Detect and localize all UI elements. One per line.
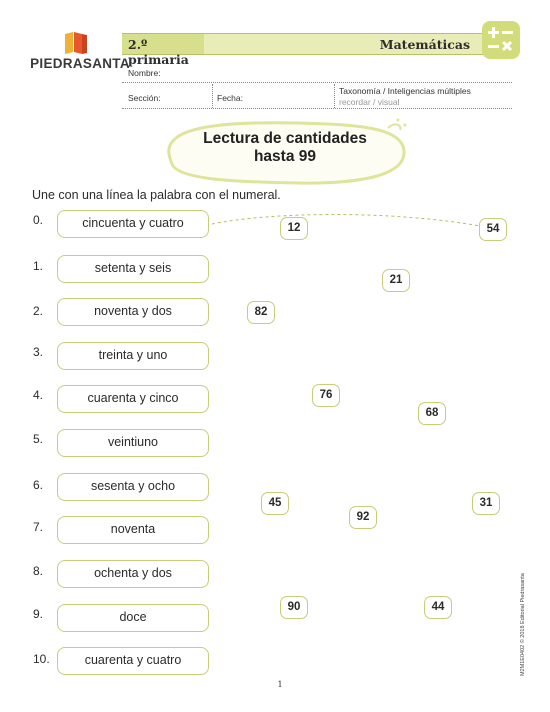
field-divider: [334, 84, 335, 108]
numeral-box[interactable]: 12: [280, 217, 308, 240]
name-field[interactable]: [122, 82, 512, 83]
name-label: Nombre:: [128, 68, 161, 78]
word-box[interactable]: ochenta y dos: [57, 560, 209, 588]
math-operations-icon: [482, 21, 520, 59]
taxonomy-values: recordar / visual: [339, 97, 400, 107]
numeral-box[interactable]: 21: [382, 269, 410, 292]
date-label: Fecha:: [217, 93, 243, 103]
document-code: M2M1E0402 © 2018 Editorial Piedrasanta: [520, 573, 526, 676]
numeral-box[interactable]: 68: [418, 402, 446, 425]
subject-bar: [204, 33, 510, 55]
numeral-box[interactable]: 44: [424, 596, 452, 619]
item-number: 9.: [33, 607, 44, 621]
subject-label: Matemáticas: [379, 37, 470, 52]
section-label: Sección:: [128, 93, 161, 103]
grade-bar: [122, 33, 204, 67]
item-number: 1.: [33, 259, 44, 273]
item-number: 8.: [33, 564, 44, 578]
word-box[interactable]: doce: [57, 604, 209, 632]
example-connection-line: [210, 208, 490, 238]
item-number: 7.: [33, 520, 44, 534]
field-divider: [212, 84, 213, 108]
instruction-text: Une con una línea la palabra con el numeral.: [32, 188, 281, 202]
item-number: 6.: [33, 478, 44, 492]
publisher-logo-icon: [63, 32, 89, 56]
item-number: 2.: [33, 304, 44, 318]
numeral-box[interactable]: 76: [312, 384, 340, 407]
word-box[interactable]: cuarenta y cinco: [57, 385, 209, 413]
section-date-field-line[interactable]: [122, 108, 512, 109]
word-box[interactable]: setenta y seis: [57, 255, 209, 283]
taxonomy-label: Taxonomía / Inteligencias múltiples: [339, 86, 471, 96]
numeral-box[interactable]: 45: [261, 492, 289, 515]
item-number: 3.: [33, 345, 44, 359]
numeral-box[interactable]: 90: [280, 596, 308, 619]
word-box[interactable]: cincuenta y cuatro: [57, 210, 209, 238]
publisher-name: PIEDRASANTA: [30, 56, 130, 71]
numeral-box[interactable]: 54: [479, 218, 507, 241]
numeral-box[interactable]: 92: [349, 506, 377, 529]
item-number: 5.: [33, 432, 44, 446]
grade-label: 2.º primaria: [128, 37, 189, 67]
word-box[interactable]: noventa y dos: [57, 298, 209, 326]
word-box[interactable]: cuarenta y cuatro: [57, 647, 209, 675]
word-box[interactable]: treinta y uno: [57, 342, 209, 370]
item-number: 10.: [33, 652, 50, 666]
numeral-box[interactable]: 82: [247, 301, 275, 324]
numeral-box[interactable]: 31: [472, 492, 500, 515]
word-box[interactable]: sesenta y ocho: [57, 473, 209, 501]
title-line-1: Lectura de cantidades: [203, 130, 367, 147]
word-box[interactable]: veintiuno: [57, 429, 209, 457]
word-box[interactable]: noventa: [57, 516, 209, 544]
worksheet-title: [180, 130, 390, 166]
title-line-2: hasta 99: [253, 148, 317, 165]
item-number: 4.: [33, 388, 44, 402]
item-number: 0.: [33, 213, 44, 227]
page-number: 1: [277, 680, 283, 689]
